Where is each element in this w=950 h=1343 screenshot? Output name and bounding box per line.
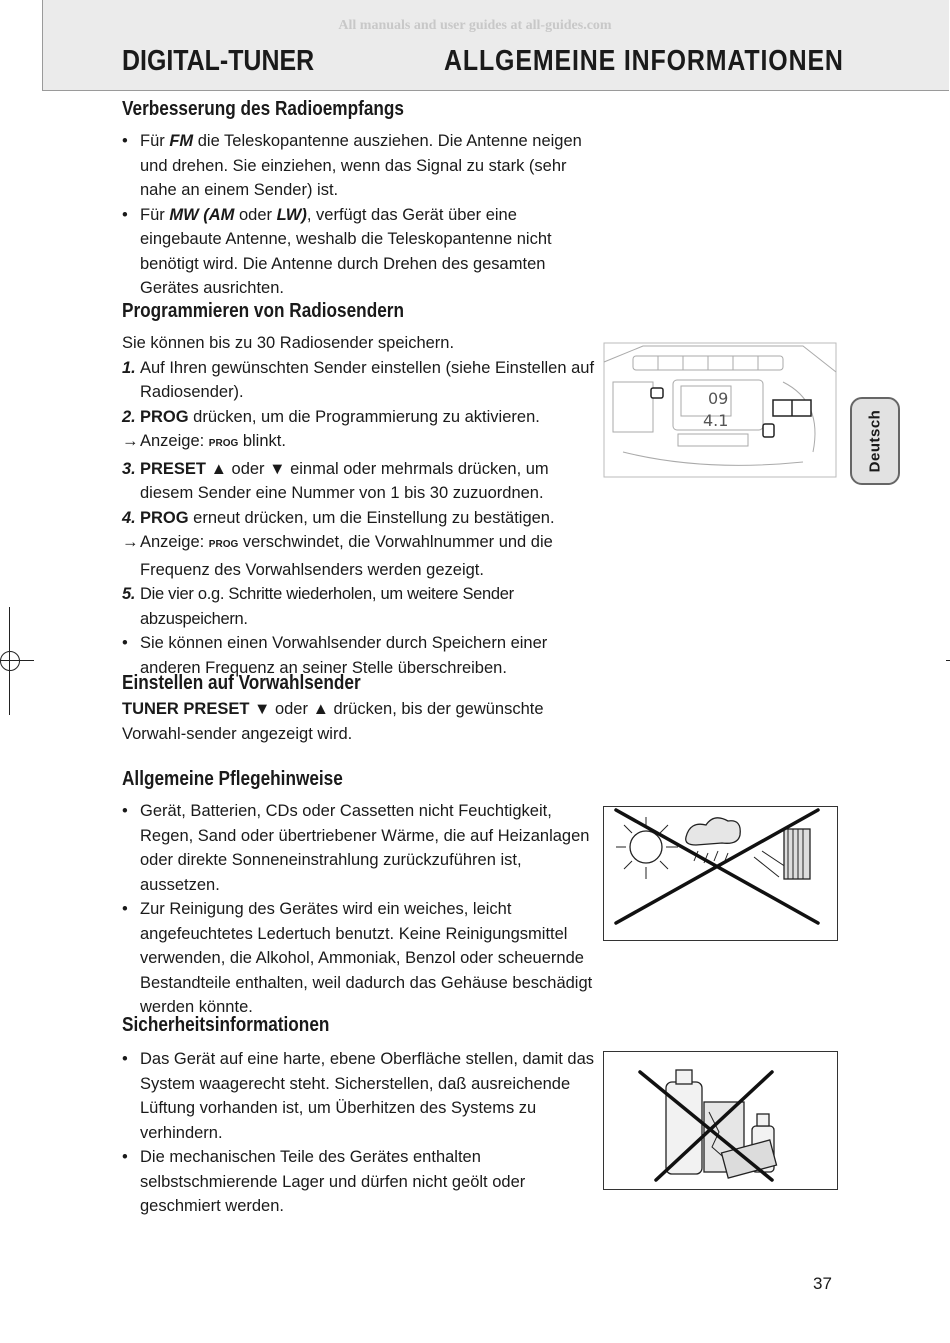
language-tab [850, 397, 900, 485]
heading-preset: Einstellen auf Vorwahlsender [122, 672, 361, 694]
list-item: • Die mechanischen Teile des Gerätes enthalten selbstschmierende Lager und dürfen nicht geölt oder geschmiert werden. [122, 1145, 602, 1219]
list-item: • Sie können einen Vorwahlsender durch Speichern einer anderen Frequenz an seiner Stelle überschreiben. [122, 631, 602, 680]
list-item: • Für MW (AM oder LW), verfügt das Gerät über eine eingebaute Antenne, weshalb die Teleskopantenne nicht benötigt wird. Die Antenne durch Drehen des gesamten Gerätes ausrichten. [122, 203, 602, 301]
display-note: → Anzeige: PROG verschwindet, die Vorwahlnummer und die Frequenz des Vorwahlsenders werden gezeigt. [122, 533, 553, 579]
svg-text:09: 09 [708, 389, 729, 408]
step-item: 4. PROG erneut drücken, um die Einstellung zu bestätigen. [122, 508, 555, 527]
care-list [122, 799, 602, 1020]
section-care [122, 768, 602, 1020]
preset-text: TUNER PRESET ▼ oder ▲ drücken, bis der gewünschte Vorwahl-sender angezeigt wird. [122, 700, 544, 743]
programming-steps [122, 356, 602, 430]
section-programming [122, 300, 602, 680]
section-safety [122, 1014, 602, 1219]
radio-panel-illustration [603, 342, 837, 478]
crop-mark-right [946, 660, 950, 661]
page-number: 37 [813, 1274, 832, 1293]
programming-intro: Sie können bis zu 30 Radiosender speichern. [122, 334, 455, 352]
list-item: • Das Gerät auf eine harte, ebene Oberfläche stellen, damit das System waagerecht steht. Sicherstellen, daß ausreichende Lüftung vorhanden ist, um Überhitzen des Systems zu verhindern. [122, 1047, 602, 1145]
list-item: • Für FM die Teleskopantenne ausziehen. Die Antenne neigen und drehen. Sie einziehen, wenn das Signal zu stark (sehr nahe an einem Sender) ist. [122, 129, 602, 203]
list-item: • Zur Reinigung des Gerätes wird ein weiches, leicht angefeuchtetes Ledertuch benutzt. Keine Reinigungsmittel verwenden, die Alkohol, Ammoniak, Benzol oder scheuernde Bestandteile enthalten, weil dadurch das Gehäuse beschädigt werden könnte. [122, 897, 602, 1020]
section-preset [122, 672, 602, 746]
radio-panel-drawing [603, 342, 837, 478]
language-tab-label: Deutsch [866, 409, 884, 473]
heading-radio-reception: Verbesserung des Radioempfangs [122, 98, 404, 120]
reception-list [122, 129, 602, 301]
step-item: 2. PROG drücken, um die Programmierung zu aktivieren. [122, 407, 540, 426]
page-title-left: DIGITAL-TUNER [122, 45, 315, 77]
programming-steps-end [122, 582, 602, 631]
heading-programming: Programmieren von Radiosendern [122, 300, 404, 322]
heading-care: Allgemeine Pflegehinweise [122, 768, 343, 790]
watermark: All manuals and user guides at all-guides.com [338, 18, 612, 33]
svg-text:4.1: 4.1 [703, 411, 729, 430]
step-item: 5. Die vier o.g. Schritte wiederholen, um weitere Sender abzuspeichern. [122, 585, 514, 628]
display-note: → Anzeige: PROG blinkt. [122, 432, 286, 450]
heading-safety: Sicherheitsinformationen [122, 1014, 330, 1036]
chemicals-warning-drawing [604, 1052, 837, 1189]
safety-list [122, 1047, 602, 1219]
programming-steps-cont [122, 457, 602, 531]
step-item: 3. PRESET ▲ oder ▼ einmal oder mehrmals drücken, um diesem Sender eine Nummer von 1 bis 30 zuzuordnen. [122, 459, 549, 502]
crop-mark-circle [0, 651, 20, 671]
chemicals-warning-illustration [603, 1051, 838, 1190]
care-warning-drawing [604, 807, 837, 940]
page-title-right: ALLGEMEINE INFORMATIONEN [444, 45, 844, 77]
section-radio-reception [122, 98, 602, 301]
care-warning-illustration [603, 806, 838, 941]
list-item: • Gerät, Batterien, CDs oder Cassetten nicht Feuchtigkeit, Regen, Sand oder übertriebener Wärme, die auf Heizanlagen oder direkte Sonneneinstrahlung zurückzuführen ist, aussetzen. [122, 799, 602, 897]
step-item: 1. Auf Ihren gewünschten Sender einstellen (siehe Einstellen auf Radiosender). [122, 358, 595, 401]
